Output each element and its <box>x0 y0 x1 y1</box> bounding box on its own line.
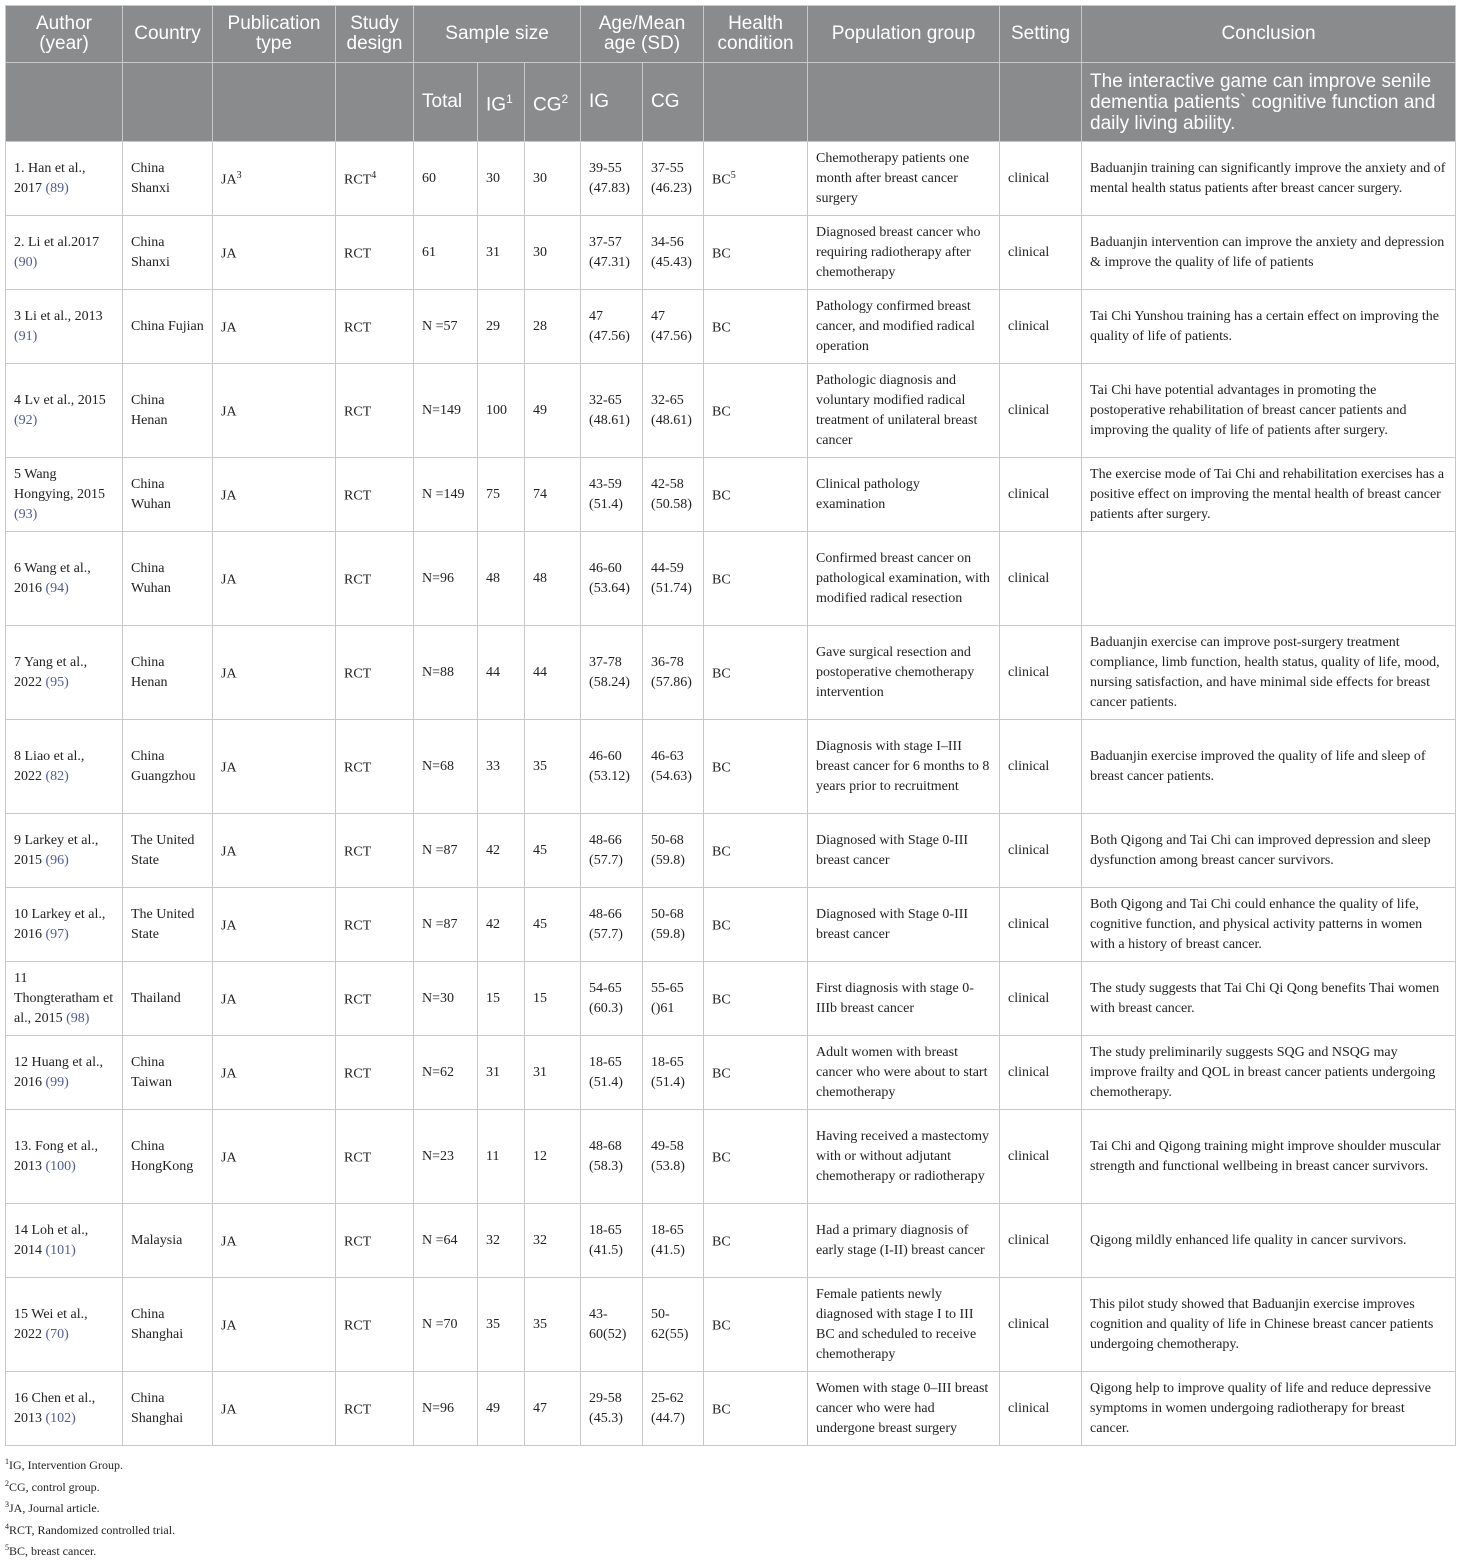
cell-cg: 48 <box>525 532 581 626</box>
cell-age-ig: 32-65 (48.61) <box>581 364 643 458</box>
cell-country: China Henan <box>123 626 213 720</box>
cell-total: N =57 <box>414 290 478 364</box>
footnotes <box>5 1453 805 1561</box>
cell-setting: clinical <box>1000 1204 1082 1278</box>
cell-cg: 45 <box>525 888 581 962</box>
cell-setting: clinical <box>1000 142 1082 216</box>
cell-age-cg: 44-59 (51.74) <box>643 532 704 626</box>
cell-population-group: Women with stage 0–III breast cancer who were had undergone breast surgery <box>808 1372 1000 1446</box>
cell-cg: 30 <box>525 216 581 290</box>
cell-age-cg: 42-58 (50.58) <box>643 458 704 532</box>
cell-setting: clinical <box>1000 458 1082 532</box>
cell-ig: 11 <box>478 1110 525 1204</box>
cell-age-cg: 18-65 (51.4) <box>643 1036 704 1110</box>
cell-age-cg: 37-55 (46.23) <box>643 142 704 216</box>
cell-cg: 15 <box>525 962 581 1036</box>
cell-author: 3 Li et al., 2013 (91) <box>6 290 123 364</box>
cell-cg: 47 <box>525 1372 581 1446</box>
cell-study-design: RCT <box>336 814 414 888</box>
cell-publication-type: JA <box>213 1278 336 1372</box>
cell-author: 16 Chen et al., 2013 (102) <box>6 1372 123 1446</box>
cell-conclusion: Baduanjin training can significantly improve the anxiety and of mental health status patients after breast cancer surgery. <box>1082 142 1456 216</box>
table-row <box>6 1278 1456 1372</box>
cell-author: 12 Huang et al., 2016 (99) <box>6 1036 123 1110</box>
cell-population-group: Confirmed breast cancer on pathological examination, with modified radical resection <box>808 532 1000 626</box>
table-row <box>6 888 1456 962</box>
table-header <box>6 6 1456 142</box>
reference-link[interactable]: (90) <box>14 254 38 270</box>
cell-age-cg: 46-63 (54.63) <box>643 720 704 814</box>
cell-publication-type: JA <box>213 1204 336 1278</box>
col-study-design: Study design <box>336 6 414 63</box>
cell-author: 2. Li et al.2017 (90) <box>6 216 123 290</box>
cell-country: The United State <box>123 814 213 888</box>
cell-publication-type: JA <box>213 626 336 720</box>
cell-setting: clinical <box>1000 1110 1082 1204</box>
cell-total: N =87 <box>414 888 478 962</box>
cell-author: 15 Wei et al., 2022 (70) <box>6 1278 123 1372</box>
cell-publication-type: JA <box>213 216 336 290</box>
cell-ig: 29 <box>478 290 525 364</box>
cell-total: N =64 <box>414 1204 478 1278</box>
cell-setting: clinical <box>1000 814 1082 888</box>
reference-link[interactable]: (100) <box>45 1158 76 1174</box>
cell-total: N=62 <box>414 1036 478 1110</box>
cell-country: China Henan <box>123 364 213 458</box>
cell-setting: clinical <box>1000 888 1082 962</box>
cell-publication-type: JA <box>213 962 336 1036</box>
col-sample-size: Sample size <box>414 6 581 63</box>
cell-population-group: Diagnosed with Stage 0-III breast cancer <box>808 888 1000 962</box>
cell-conclusion: Tai Chi Yunshou training has a certain effect on improving the quality of life of patients. <box>1082 290 1456 364</box>
subheader-empty <box>808 63 1000 142</box>
reference-link[interactable]: (102) <box>45 1410 76 1426</box>
table-row <box>6 814 1456 888</box>
cell-total: N=23 <box>414 1110 478 1204</box>
cell-study-design: RCT <box>336 1372 414 1446</box>
cell-health-condition: BC <box>704 532 808 626</box>
table-row <box>6 1372 1456 1446</box>
cell-country: China Fujian <box>123 290 213 364</box>
cell-age-ig: 48-68 (58.3) <box>581 1110 643 1204</box>
subheader-conclusion: The interactive game can improve senile dementia patients` cognitive function and daily living ability. <box>1082 63 1456 142</box>
cell-age-ig: 48-66 (57.7) <box>581 814 643 888</box>
cell-country: Thailand <box>123 962 213 1036</box>
cell-population-group: Diagnosis with stage I–III breast cancer for 6 months to 8 years prior to recruitment <box>808 720 1000 814</box>
cell-author: 7 Yang et al., 2022 (95) <box>6 626 123 720</box>
cell-age-cg: 18-65 (41.5) <box>643 1204 704 1278</box>
cell-population-group: Adult women with breast cancer who were about to start chemotherapy <box>808 1036 1000 1110</box>
cell-ig: 30 <box>478 142 525 216</box>
cell-study-design: RCT <box>336 458 414 532</box>
cell-study-design: RCT <box>336 290 414 364</box>
cell-country: China Taiwan <box>123 1036 213 1110</box>
cell-conclusion: Both Qigong and Tai Chi can improved depression and sleep dysfunction among breast cancer survivors. <box>1082 814 1456 888</box>
col-age: Age/Mean age (SD) <box>581 6 704 63</box>
cell-setting: clinical <box>1000 962 1082 1036</box>
table-row <box>6 962 1456 1036</box>
cell-setting: clinical <box>1000 720 1082 814</box>
cell-population-group: Having received a mastectomy with or without adjutant chemotherapy or radiotherapy <box>808 1110 1000 1204</box>
cell-age-ig: 29-58 (45.3) <box>581 1372 643 1446</box>
cell-ig: 35 <box>478 1278 525 1372</box>
footnote: $^4$RCT, Randomized controlled trial. <box>5 1521 176 1537</box>
table-row <box>6 532 1456 626</box>
cell-age-ig: 43-60(52) <box>581 1278 643 1372</box>
subheader-empty <box>6 63 123 142</box>
reference-link[interactable]: (97) <box>45 926 69 942</box>
table-row <box>6 458 1456 532</box>
col-country: Country <box>123 6 213 63</box>
cell-population-group: Female patients newly diagnosed with stage I to III BC and scheduled to receive chemotherapy <box>808 1278 1000 1372</box>
cell-setting: clinical <box>1000 626 1082 720</box>
cell-publication-type: $JA^3$ <box>213 142 336 216</box>
cell-cg: 28 <box>525 290 581 364</box>
cell-age-cg: 47 (47.56) <box>643 290 704 364</box>
cell-conclusion: Both Qigong and Tai Chi could enhance the quality of life, cognitive function, and physical activity patterns in women with a history of breast cancer. <box>1082 888 1456 962</box>
cell-health-condition: BC <box>704 888 808 962</box>
cell-health-condition: BC <box>704 458 808 532</box>
cell-conclusion <box>1082 532 1456 626</box>
cell-health-condition: BC <box>704 364 808 458</box>
cell-country: Malaysia <box>123 1204 213 1278</box>
cell-health-condition: BC <box>704 814 808 888</box>
cell-age-ig: 46-60 (53.64) <box>581 532 643 626</box>
studies-table <box>5 5 1456 1446</box>
reference-link[interactable]: (95) <box>45 674 69 690</box>
cell-conclusion: Tai Chi and Qigong training might improve shoulder muscular strength and functional wellbeing in breast cancer survivors. <box>1082 1110 1456 1204</box>
cell-health-condition: BC <box>704 290 808 364</box>
cell-study-design: RCT <box>336 720 414 814</box>
cell-conclusion: Baduanjin exercise can improve post-surgery treatment compliance, limb function, health status, quality of life, mood, nursing satisfaction, and have minimal side effects for breast cancer patients. <box>1082 626 1456 720</box>
cell-cg: 49 <box>525 364 581 458</box>
cell-age-ig: 54-65 (60.3) <box>581 962 643 1036</box>
reference-link[interactable]: (70) <box>45 1326 69 1342</box>
cell-age-ig: 18-65 (41.5) <box>581 1204 643 1278</box>
cell-total: 60 <box>414 142 478 216</box>
cell-health-condition: BC <box>704 1204 808 1278</box>
reference-link[interactable]: (101) <box>45 1242 76 1258</box>
cell-population-group: Clinical pathology examination <box>808 458 1000 532</box>
table-row <box>6 364 1456 458</box>
cell-total: N=68 <box>414 720 478 814</box>
cell-population-group: Chemotherapy patients one month after breast cancer surgery <box>808 142 1000 216</box>
cell-health-condition: BC <box>704 1110 808 1204</box>
cell-study-design: RCT <box>336 364 414 458</box>
col-author: Author (year) <box>6 6 123 63</box>
cell-health-condition: BC <box>704 962 808 1036</box>
cell-total: N=96 <box>414 532 478 626</box>
cell-author: 6 Wang et al., 2016 (94) <box>6 532 123 626</box>
cell-age-cg: 49-58 (53.8) <box>643 1110 704 1204</box>
footnote: $^2$CG, control group. <box>5 1478 100 1494</box>
table-row <box>6 1036 1456 1110</box>
cell-author: 9 Larkey et al., 2015 (96) <box>6 814 123 888</box>
cell-ig: 31 <box>478 1036 525 1110</box>
cell-setting: clinical <box>1000 364 1082 458</box>
cell-ig: 44 <box>478 626 525 720</box>
cell-age-ig: 39-55 (47.83) <box>581 142 643 216</box>
table-row <box>6 626 1456 720</box>
cell-total: N=30 <box>414 962 478 1036</box>
cell-publication-type: JA <box>213 1036 336 1110</box>
cell-age-cg: 32-65 (48.61) <box>643 364 704 458</box>
cell-age-cg: 50-68 (59.8) <box>643 888 704 962</box>
cell-conclusion: This pilot study showed that Baduanjin exercise improves cognition and quality of life in Chinese breast cancer patients undergoing chemotherapy. <box>1082 1278 1456 1372</box>
reference-link[interactable]: (96) <box>45 852 69 868</box>
cell-total: N=96 <box>414 1372 478 1446</box>
cell-ig: 100 <box>478 364 525 458</box>
reference-link[interactable]: (91) <box>14 328 38 344</box>
subheader-ig: $IG^1$ <box>478 63 525 142</box>
cell-study-design: RCT <box>336 888 414 962</box>
cell-age-cg: 50-68 (59.8) <box>643 814 704 888</box>
cell-total: 61 <box>414 216 478 290</box>
cell-country: China Shanxi <box>123 216 213 290</box>
cell-ig: 42 <box>478 888 525 962</box>
cell-conclusion: The exercise mode of Tai Chi and rehabilitation exercises has a positive effect on improving the mental health of breast cancer patients after surgery. <box>1082 458 1456 532</box>
cell-study-design: RCT <box>336 1036 414 1110</box>
cell-conclusion: The study suggests that Tai Chi Qi Qong benefits Thai women with breast cancer. <box>1082 962 1456 1036</box>
cell-total: N=149 <box>414 364 478 458</box>
cell-conclusion: Qigong help to improve quality of life and reduce depressive symptoms in women undergoing radiotherapy for breast cancer. <box>1082 1372 1456 1446</box>
cell-country: China Wuhan <box>123 458 213 532</box>
cell-study-design: RCT <box>336 1110 414 1204</box>
cell-ig: 15 <box>478 962 525 1036</box>
cell-age-cg: 55-65 ()61 <box>643 962 704 1036</box>
cell-age-cg: 50-62(55) <box>643 1278 704 1372</box>
col-publication-type: Publication type <box>213 6 336 63</box>
cell-population-group: Pathology confirmed breast cancer, and modified radical operation <box>808 290 1000 364</box>
table-row <box>6 142 1456 216</box>
cell-ig: 33 <box>478 720 525 814</box>
cell-health-condition: $BC^5$ <box>704 142 808 216</box>
cell-study-design: RCT <box>336 1204 414 1278</box>
cell-author: 10 Larkey et al., 2016 (97) <box>6 888 123 962</box>
cell-study-design: RCT <box>336 216 414 290</box>
col-population-group: Population group <box>808 6 1000 63</box>
reference-link[interactable]: (98) <box>66 1010 90 1026</box>
cell-study-design: RCT <box>336 626 414 720</box>
cell-country: China HongKong <box>123 1110 213 1204</box>
cell-ig: 48 <box>478 532 525 626</box>
cell-age-ig: 46-60 (53.12) <box>581 720 643 814</box>
cell-total: N =149 <box>414 458 478 532</box>
cell-publication-type: JA <box>213 532 336 626</box>
cell-ig: 75 <box>478 458 525 532</box>
cell-total: N=88 <box>414 626 478 720</box>
cell-setting: clinical <box>1000 216 1082 290</box>
cell-author: 14 Loh et al., 2014 (101) <box>6 1204 123 1278</box>
table-row <box>6 1204 1456 1278</box>
cell-conclusion: The study preliminarily suggests SQG and NSQG may improve frailty and QOL in breast cancer patients undergoing chemotherapy. <box>1082 1036 1456 1110</box>
cell-cg: 30 <box>525 142 581 216</box>
cell-publication-type: JA <box>213 364 336 458</box>
subheader-age-cg: CG <box>643 63 704 142</box>
subheader-empty <box>1000 63 1082 142</box>
cell-author: 5 Wang Hongying, 2015 (93) <box>6 458 123 532</box>
cell-publication-type: JA <box>213 888 336 962</box>
cell-population-group: Gave surgical resection and postoperative chemotherapy intervention <box>808 626 1000 720</box>
reference-link[interactable]: (89) <box>45 180 69 196</box>
cell-setting: clinical <box>1000 1278 1082 1372</box>
cell-cg: 12 <box>525 1110 581 1204</box>
table-row <box>6 1110 1456 1204</box>
cell-total: N =87 <box>414 814 478 888</box>
subheader-empty <box>336 63 414 142</box>
cell-author: 1. Han et al., 2017 (89) <box>6 142 123 216</box>
cell-age-ig: 47 (47.56) <box>581 290 643 364</box>
cell-health-condition: BC <box>704 1036 808 1110</box>
reference-link[interactable]: (99) <box>45 1074 69 1090</box>
cell-cg: 32 <box>525 1204 581 1278</box>
cell-health-condition: BC <box>704 1372 808 1446</box>
cell-cg: 35 <box>525 1278 581 1372</box>
cell-age-cg: 34-56 (45.43) <box>643 216 704 290</box>
cell-age-cg: 36-78 (57.86) <box>643 626 704 720</box>
footnote: $^3$JA, Journal article. <box>5 1500 100 1515</box>
cell-setting: clinical <box>1000 290 1082 364</box>
cell-conclusion: Baduanjin intervention can improve the anxiety and depression & improve the quality of life of patients <box>1082 216 1456 290</box>
cell-health-condition: BC <box>704 1278 808 1372</box>
cell-setting: clinical <box>1000 532 1082 626</box>
cell-population-group: Pathologic diagnosis and voluntary modified radical treatment of unilateral breast cancer <box>808 364 1000 458</box>
cell-conclusion: Tai Chi have potential advantages in promoting the postoperative rehabilitation of breast cancer patients and improving the quality of life of patients after surgery. <box>1082 364 1456 458</box>
cell-publication-type: JA <box>213 458 336 532</box>
cell-health-condition: BC <box>704 626 808 720</box>
cell-author: 11 Thongteratham et al., 2015 (98) <box>6 962 123 1036</box>
cell-age-ig: 43-59 (51.4) <box>581 458 643 532</box>
reference-link[interactable]: (93) <box>14 506 38 522</box>
table-body <box>6 142 1456 1446</box>
cell-cg: 74 <box>525 458 581 532</box>
cell-publication-type: JA <box>213 720 336 814</box>
cell-author: 13. Fong et al., 2013 (100) <box>6 1110 123 1204</box>
cell-ig: 49 <box>478 1372 525 1446</box>
subheader-empty <box>123 63 213 142</box>
cell-population-group: First diagnosis with stage 0-IIIb breast cancer <box>808 962 1000 1036</box>
cell-country: China Guangzhou <box>123 720 213 814</box>
cell-cg: 45 <box>525 814 581 888</box>
subheader-age-ig: IG <box>581 63 643 142</box>
reference-link[interactable]: (94) <box>45 580 69 596</box>
cell-health-condition: BC <box>704 216 808 290</box>
table-row <box>6 216 1456 290</box>
subheader-empty <box>213 63 336 142</box>
cell-publication-type: JA <box>213 290 336 364</box>
cell-ig: 31 <box>478 216 525 290</box>
col-health-condition: Health condition <box>704 6 808 63</box>
cell-cg: 44 <box>525 626 581 720</box>
cell-study-design: RCT$^4$ <box>336 142 414 216</box>
subheader-total: Total <box>414 63 478 142</box>
cell-population-group: Diagnosed with Stage 0-III breast cancer <box>808 814 1000 888</box>
cell-country: China Shanxi <box>123 142 213 216</box>
col-setting: Setting <box>1000 6 1082 63</box>
table-row <box>6 720 1456 814</box>
cell-age-ig: 37-57 (47.31) <box>581 216 643 290</box>
cell-age-ig: 48-66 (57.7) <box>581 888 643 962</box>
cell-ig: 42 <box>478 814 525 888</box>
cell-age-ig: 18-65 (51.4) <box>581 1036 643 1110</box>
cell-health-condition: BC <box>704 720 808 814</box>
cell-cg: 31 <box>525 1036 581 1110</box>
cell-author: 8 Liao et al., 2022 (82) <box>6 720 123 814</box>
cell-total: N =70 <box>414 1278 478 1372</box>
cell-cg: 35 <box>525 720 581 814</box>
cell-study-design: RCT <box>336 532 414 626</box>
subheader-cg: $CG^2$ <box>525 63 581 142</box>
cell-conclusion: Qigong mildly enhanced life quality in cancer survivors. <box>1082 1204 1456 1278</box>
cell-age-cg: 25-62 (44.7) <box>643 1372 704 1446</box>
reference-link[interactable]: (82) <box>45 768 69 784</box>
cell-publication-type: JA <box>213 814 336 888</box>
cell-country: China Shanghai <box>123 1278 213 1372</box>
cell-country: China Shanghai <box>123 1372 213 1446</box>
subheader-empty <box>704 63 808 142</box>
cell-publication-type: JA <box>213 1110 336 1204</box>
cell-population-group: Had a primary diagnosis of early stage (I-II) breast cancer <box>808 1204 1000 1278</box>
cell-population-group: Diagnosed breast cancer who requiring radiotherapy after chemotherapy <box>808 216 1000 290</box>
col-conclusion: Conclusion <box>1082 6 1456 63</box>
cell-study-design: RCT <box>336 1278 414 1372</box>
footnote: $^5$BC, breast cancer. <box>5 1543 97 1558</box>
cell-author: 4 Lv et al., 2015 (92) <box>6 364 123 458</box>
cell-ig: 32 <box>478 1204 525 1278</box>
cell-age-ig: 37-78 (58.24) <box>581 626 643 720</box>
cell-country: The United State <box>123 888 213 962</box>
table-row <box>6 290 1456 364</box>
cell-conclusion: Baduanjin exercise improved the quality of life and sleep of breast cancer patients. <box>1082 720 1456 814</box>
cell-publication-type: JA <box>213 1372 336 1446</box>
footnote: $^1$IG, Intervention Group. <box>5 1457 123 1472</box>
cell-study-design: RCT <box>336 962 414 1036</box>
cell-setting: clinical <box>1000 1036 1082 1110</box>
cell-setting: clinical <box>1000 1372 1082 1446</box>
reference-link[interactable]: (92) <box>14 412 38 428</box>
cell-country: China Wuhan <box>123 532 213 626</box>
